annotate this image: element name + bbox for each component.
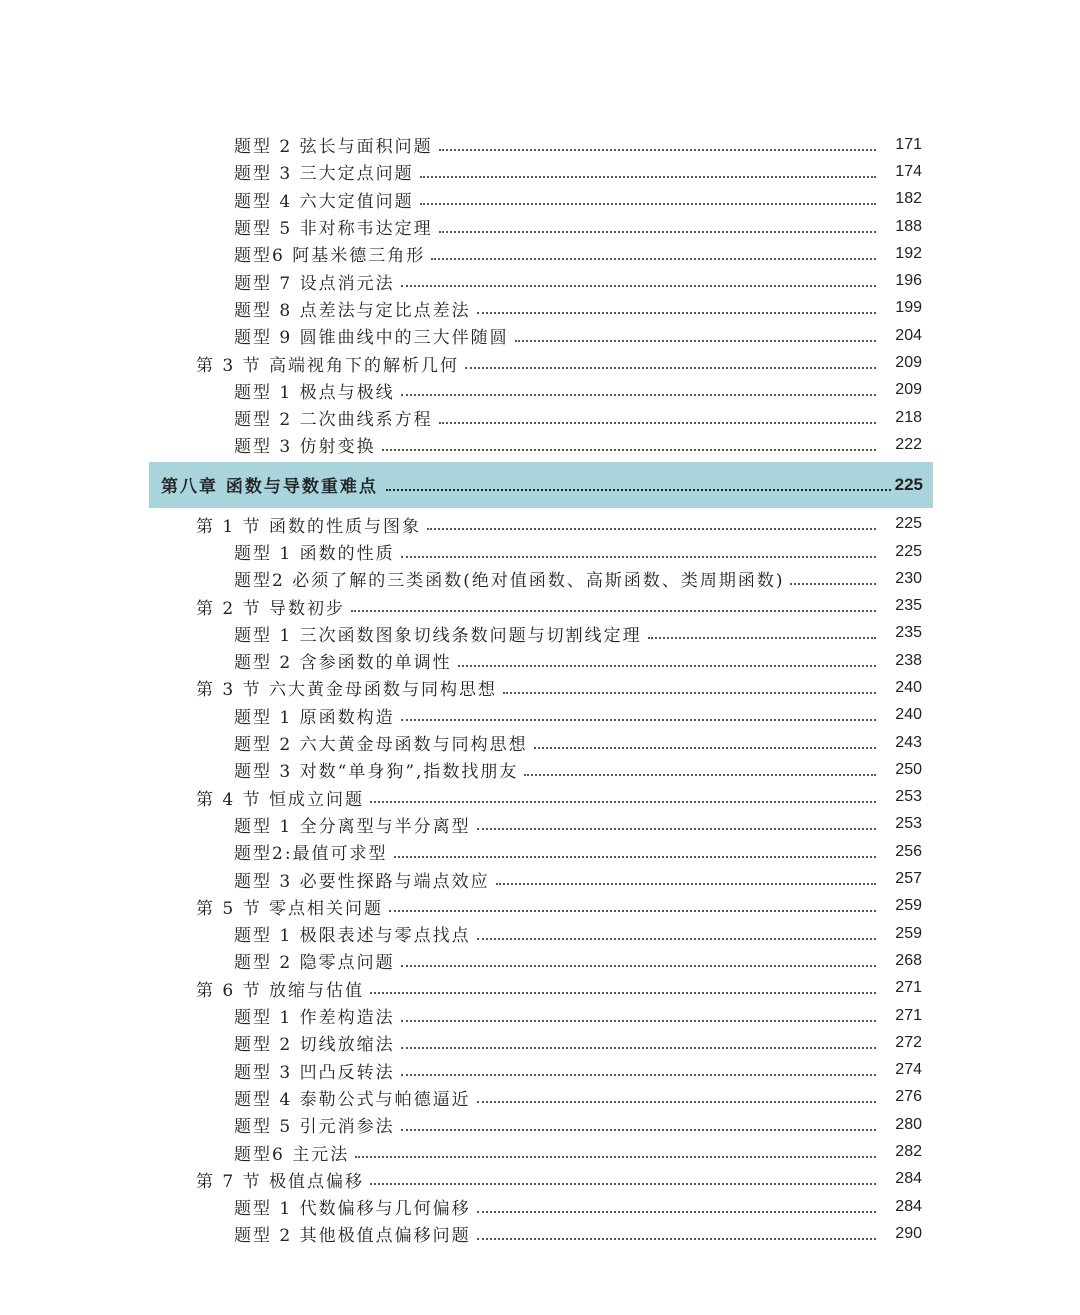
entry-title: 第 2 节 导数初步 bbox=[196, 598, 346, 619]
toc-subsection-entry bbox=[0, 1111, 1080, 1138]
entry-page-number: 290 bbox=[895, 1224, 922, 1242]
toc-section-entry bbox=[0, 975, 1080, 1002]
toc-subsection-entry bbox=[0, 1029, 1080, 1056]
dot-leader bbox=[477, 1101, 876, 1103]
dot-leader bbox=[370, 992, 876, 994]
entry-title: 题型 4 泰勒公式与帕德逼近 bbox=[234, 1089, 471, 1110]
dot-leader bbox=[401, 719, 876, 721]
toc-subsection-entry bbox=[0, 756, 1080, 783]
toc-subsection-entry bbox=[0, 431, 1080, 458]
entry-page-number: 238 bbox=[895, 651, 922, 669]
toc-section-entry bbox=[0, 511, 1080, 538]
toc-subsection-entry bbox=[0, 702, 1080, 729]
entry-page-number: 192 bbox=[895, 244, 922, 262]
entry-title: 题型 2 弦长与面积问题 bbox=[234, 137, 433, 158]
dot-leader bbox=[401, 965, 876, 967]
entry-title: 题型 3 对数“单身狗”,指数找朋友 bbox=[234, 762, 519, 783]
entry-page-number: 282 bbox=[895, 1143, 922, 1161]
entry-page-number: 225 bbox=[895, 515, 922, 533]
toc-subsection-entry bbox=[0, 838, 1080, 865]
dot-leader bbox=[401, 394, 876, 396]
chapter-title: 第八章 函数与导数重难点 bbox=[161, 477, 378, 498]
dot-leader bbox=[427, 528, 876, 530]
entry-title: 题型 5 非对称韦达定理 bbox=[234, 219, 433, 240]
entry-title: 题型 2 二次曲线系方程 bbox=[234, 410, 433, 431]
toc-subsection-entry bbox=[0, 1002, 1080, 1029]
dot-leader bbox=[534, 747, 876, 749]
dot-leader bbox=[648, 637, 876, 639]
entry-title: 题型 4 六大定值问题 bbox=[234, 191, 414, 212]
entry-title: 题型 7 设点消元法 bbox=[234, 273, 395, 294]
entry-title: 题型 5 引元消参法 bbox=[234, 1117, 395, 1138]
dot-leader bbox=[790, 583, 876, 585]
dot-leader bbox=[401, 1047, 876, 1049]
toc-section-entry bbox=[0, 893, 1080, 920]
entry-title: 题型2:最值可求型 bbox=[234, 844, 388, 865]
dot-leader bbox=[355, 1156, 876, 1158]
toc-subsection-entry bbox=[0, 947, 1080, 974]
dot-leader bbox=[394, 856, 876, 858]
entry-title: 题型 3 凹凸反转法 bbox=[234, 1062, 395, 1083]
entry-page-number: 253 bbox=[895, 815, 922, 833]
entry-title: 第 4 节 恒成立问题 bbox=[196, 789, 365, 810]
dot-leader bbox=[458, 665, 876, 667]
entry-page-number: 253 bbox=[895, 788, 922, 806]
entry-page-number: 222 bbox=[895, 435, 922, 453]
dot-leader bbox=[401, 1074, 876, 1076]
entry-title: 题型 2 六大黄金母函数与同构思想 bbox=[234, 735, 528, 756]
toc-subsection-entry bbox=[0, 565, 1080, 592]
entry-page-number: 259 bbox=[895, 924, 922, 942]
dot-leader bbox=[351, 610, 876, 612]
entry-title: 题型 2 隐零点问题 bbox=[234, 953, 395, 974]
entry-title: 题型 9 圆锥曲线中的三大伴随圆 bbox=[234, 328, 509, 349]
dot-leader bbox=[477, 938, 876, 940]
toc-subsection-entry bbox=[0, 1138, 1080, 1165]
toc-entries-after-chapter bbox=[0, 511, 1080, 1248]
toc-section-entry bbox=[0, 674, 1080, 701]
chapter-heading bbox=[149, 462, 933, 508]
entry-title: 题型 2 含参函数的单调性 bbox=[234, 653, 452, 674]
entry-page-number: 235 bbox=[895, 597, 922, 615]
dot-leader bbox=[439, 422, 876, 424]
toc-subsection-entry bbox=[0, 811, 1080, 838]
dot-leader bbox=[496, 883, 876, 885]
toc-subsection-entry bbox=[0, 729, 1080, 756]
entry-page-number: 284 bbox=[895, 1170, 922, 1188]
entry-title: 第 7 节 极值点偏移 bbox=[196, 1171, 365, 1192]
dot-leader bbox=[401, 285, 876, 287]
dot-leader bbox=[503, 692, 876, 694]
toc-subsection-entry bbox=[0, 131, 1080, 158]
entry-page-number: 209 bbox=[895, 354, 922, 372]
entry-title: 第 3 节 六大黄金母函数与同构思想 bbox=[196, 680, 498, 701]
entry-page-number: 257 bbox=[895, 870, 922, 888]
entry-page-number: 271 bbox=[895, 979, 922, 997]
entry-page-number: 268 bbox=[895, 951, 922, 969]
entry-page-number: 243 bbox=[895, 733, 922, 751]
entry-page-number: 271 bbox=[895, 1006, 922, 1024]
entry-page-number: 240 bbox=[895, 678, 922, 696]
entry-title: 第 6 节 放缩与估值 bbox=[196, 980, 365, 1001]
toc-subsection-entry bbox=[0, 404, 1080, 431]
entry-title: 题型6 阿基米德三角形 bbox=[234, 246, 426, 267]
toc-subsection-entry bbox=[0, 267, 1080, 294]
entry-title: 题型 8 点差法与定比点差法 bbox=[234, 300, 471, 321]
entry-page-number: 280 bbox=[895, 1115, 922, 1133]
entry-title: 题型6 主元法 bbox=[234, 1144, 350, 1165]
dot-leader bbox=[431, 258, 876, 260]
toc-section-entry bbox=[0, 1166, 1080, 1193]
toc-subsection-entry bbox=[0, 1220, 1080, 1247]
entry-title: 题型 1 三次函数图象切线条数问题与切割线定理 bbox=[234, 625, 642, 646]
dot-leader bbox=[465, 367, 876, 369]
dot-leader bbox=[401, 1129, 876, 1131]
dot-leader bbox=[370, 1183, 876, 1185]
toc-subsection-entry bbox=[0, 1084, 1080, 1111]
entry-page-number: 171 bbox=[895, 135, 922, 153]
toc-subsection-entry bbox=[0, 620, 1080, 647]
entry-page-number: 235 bbox=[895, 624, 922, 642]
entry-title: 题型 1 极点与极线 bbox=[234, 382, 395, 403]
toc-section-entry bbox=[0, 349, 1080, 376]
entry-page-number: 272 bbox=[895, 1033, 922, 1051]
dot-leader bbox=[477, 828, 876, 830]
dot-leader bbox=[477, 1238, 876, 1240]
toc-subsection-entry bbox=[0, 920, 1080, 947]
chapter-page-number: 225 bbox=[894, 474, 923, 494]
toc-subsection-entry bbox=[0, 1057, 1080, 1084]
entry-page-number: 199 bbox=[895, 299, 922, 317]
toc-entries-before-chapter bbox=[0, 131, 1080, 459]
toc-subsection-entry bbox=[0, 240, 1080, 267]
entry-title: 第 1 节 函数的性质与图象 bbox=[196, 516, 422, 537]
dot-leader bbox=[477, 1211, 876, 1213]
entry-title: 题型 1 函数的性质 bbox=[234, 544, 395, 564]
entry-title: 题型 1 原函数构造 bbox=[234, 707, 395, 728]
entry-page-number: 274 bbox=[895, 1061, 922, 1079]
dot-leader bbox=[524, 774, 876, 776]
entry-page-number: 284 bbox=[895, 1197, 922, 1215]
toc-subsection-entry bbox=[0, 186, 1080, 213]
dot-leader bbox=[389, 910, 876, 912]
toc-subsection-entry bbox=[0, 1193, 1080, 1220]
entry-page-number: 240 bbox=[895, 706, 922, 724]
entry-page-number: 174 bbox=[895, 162, 922, 180]
dot-leader bbox=[439, 231, 876, 233]
entry-title: 题型 1 作差构造法 bbox=[234, 1008, 395, 1029]
entry-title: 题型 2 其他极值点偏移问题 bbox=[234, 1226, 471, 1247]
entry-page-number: 196 bbox=[895, 272, 922, 290]
entry-page-number: 182 bbox=[895, 190, 922, 208]
entry-page-number: 256 bbox=[895, 842, 922, 860]
entry-title: 第 3 节 高端视角下的解析几何 bbox=[196, 355, 460, 376]
entry-title: 题型 2 切线放缩法 bbox=[234, 1035, 395, 1056]
toc-subsection-entry bbox=[0, 647, 1080, 674]
table-of-contents bbox=[0, 131, 1080, 1248]
entry-page-number: 259 bbox=[895, 897, 922, 915]
dot-leader bbox=[420, 203, 876, 205]
dot-leader bbox=[439, 149, 876, 151]
entry-page-number: 250 bbox=[895, 760, 922, 778]
toc-subsection-entry bbox=[0, 322, 1080, 349]
entry-page-number: 218 bbox=[895, 408, 922, 426]
toc-section-entry bbox=[0, 784, 1080, 811]
entry-title: 题型2 必须了解的三类函数(绝对值函数、高斯函数、类周期函数) bbox=[234, 571, 785, 592]
dot-leader bbox=[515, 340, 876, 342]
entry-title: 题型 1 极限表述与零点找点 bbox=[234, 926, 471, 947]
dot-leader bbox=[370, 801, 876, 803]
dot-leader bbox=[382, 449, 876, 451]
entry-page-number: 276 bbox=[895, 1088, 922, 1106]
entry-title: 题型 3 三大定点问题 bbox=[234, 164, 414, 185]
toc-subsection-entry bbox=[0, 865, 1080, 892]
toc-subsection-entry bbox=[0, 538, 1080, 565]
entry-title: 题型 1 全分离型与半分离型 bbox=[234, 816, 471, 837]
toc-section-entry bbox=[0, 592, 1080, 619]
dot-leader bbox=[477, 312, 876, 314]
dot-leader bbox=[401, 556, 876, 558]
entry-page-number: 225 bbox=[895, 542, 922, 560]
entry-title: 题型 3 仿射变换 bbox=[234, 437, 376, 458]
toc-subsection-entry bbox=[0, 295, 1080, 322]
toc-subsection-entry bbox=[0, 377, 1080, 404]
entry-page-number: 230 bbox=[895, 569, 922, 587]
entry-page-number: 188 bbox=[895, 217, 922, 235]
dot-leader bbox=[386, 489, 891, 491]
entry-title: 题型 3 必要性探路与端点效应 bbox=[234, 871, 490, 892]
entry-page-number: 209 bbox=[895, 381, 922, 399]
entry-page-number: 204 bbox=[895, 326, 922, 344]
dot-leader bbox=[401, 1020, 876, 1022]
toc-subsection-entry bbox=[0, 158, 1080, 185]
dot-leader bbox=[420, 176, 876, 178]
entry-title: 第 5 节 零点相关问题 bbox=[196, 898, 384, 919]
toc-subsection-entry bbox=[0, 213, 1080, 240]
entry-title: 题型 1 代数偏移与几何偏移 bbox=[234, 1199, 471, 1220]
